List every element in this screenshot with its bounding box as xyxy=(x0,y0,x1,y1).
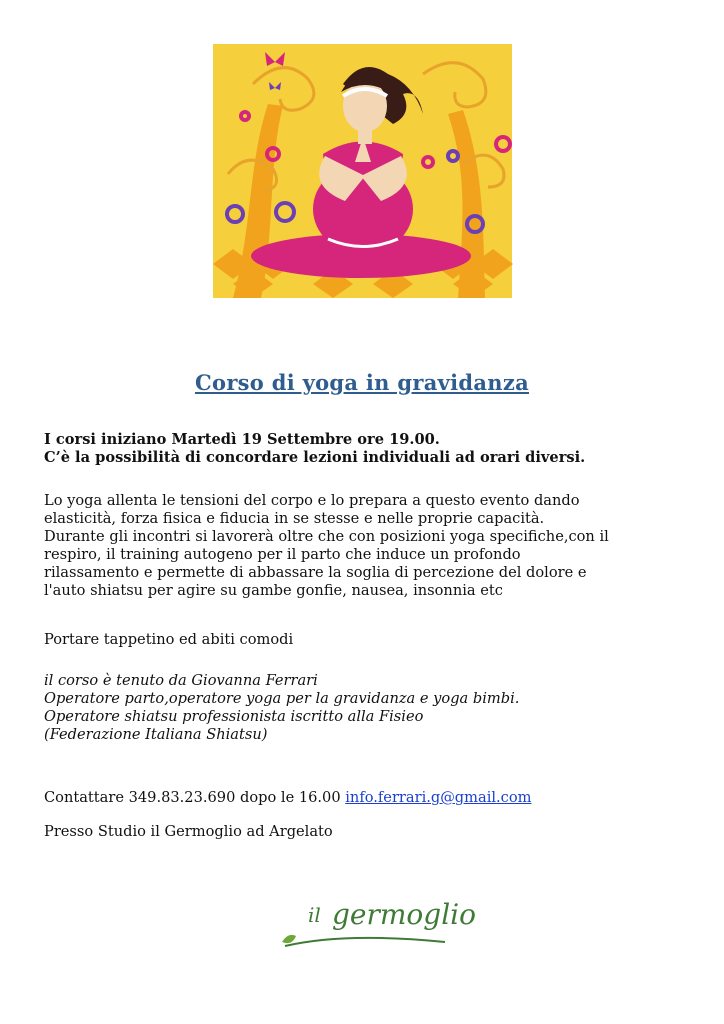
description-line: rilassamento e permette di abbassare la soglia di percezione del dolore e xyxy=(44,564,587,581)
bring-note: Portare tappetino ed abiti comodi xyxy=(44,631,294,648)
logo-name-text: germoglio xyxy=(332,898,476,931)
germoglio-logo xyxy=(280,888,476,958)
teacher-line: il corso è tenuto da Giovanna Ferrari xyxy=(44,672,318,689)
description-block xyxy=(44,492,694,600)
yoga-illustration xyxy=(213,44,512,298)
intro-block xyxy=(44,431,694,467)
description-line: elasticità, forza fisica e fiducia in se stesse e nelle proprie capacità. xyxy=(44,510,545,527)
page-title: Corso di yoga in gravidanza xyxy=(195,370,529,395)
contact-text: Contattare 349.83.23.690 dopo le 16.00 xyxy=(44,789,346,806)
contact-line xyxy=(44,789,694,807)
intro-individual-lessons: C’è la possibilità di concordare lezioni individuali ad orari diversi. xyxy=(44,449,586,466)
description-line: l'auto shiatsu per agire su gambe gonfie, nausea, insonnia etc xyxy=(44,582,503,599)
teacher-line: Operatore shiatsu professionista iscritto alla Fisieo xyxy=(44,708,424,725)
description-line: Durante gli incontri si lavorerà oltre che con posizioni yoga specifiche,con il xyxy=(44,528,609,545)
intro-start-date: I corsi iniziano Martedì 19 Settembre ore 19.00. xyxy=(44,431,440,448)
location-line: Presso Studio il Germoglio ad Argelato xyxy=(44,823,333,840)
teacher-line: Operatore parto,operatore yoga per la gravidanza e yoga bimbi. xyxy=(44,690,520,707)
logo-il-text: il xyxy=(308,903,321,927)
description-line: respiro, il training autogeno per il parto che induce un profondo xyxy=(44,546,521,563)
description-line: Lo yoga allenta le tensioni del corpo e lo prepara a questo evento dando xyxy=(44,492,580,509)
teacher-block xyxy=(44,672,694,744)
teacher-line: (Federazione Italiana Shiatsu) xyxy=(44,726,268,743)
email-link[interactable]: info.ferrari.g@gmail.com xyxy=(345,789,532,806)
